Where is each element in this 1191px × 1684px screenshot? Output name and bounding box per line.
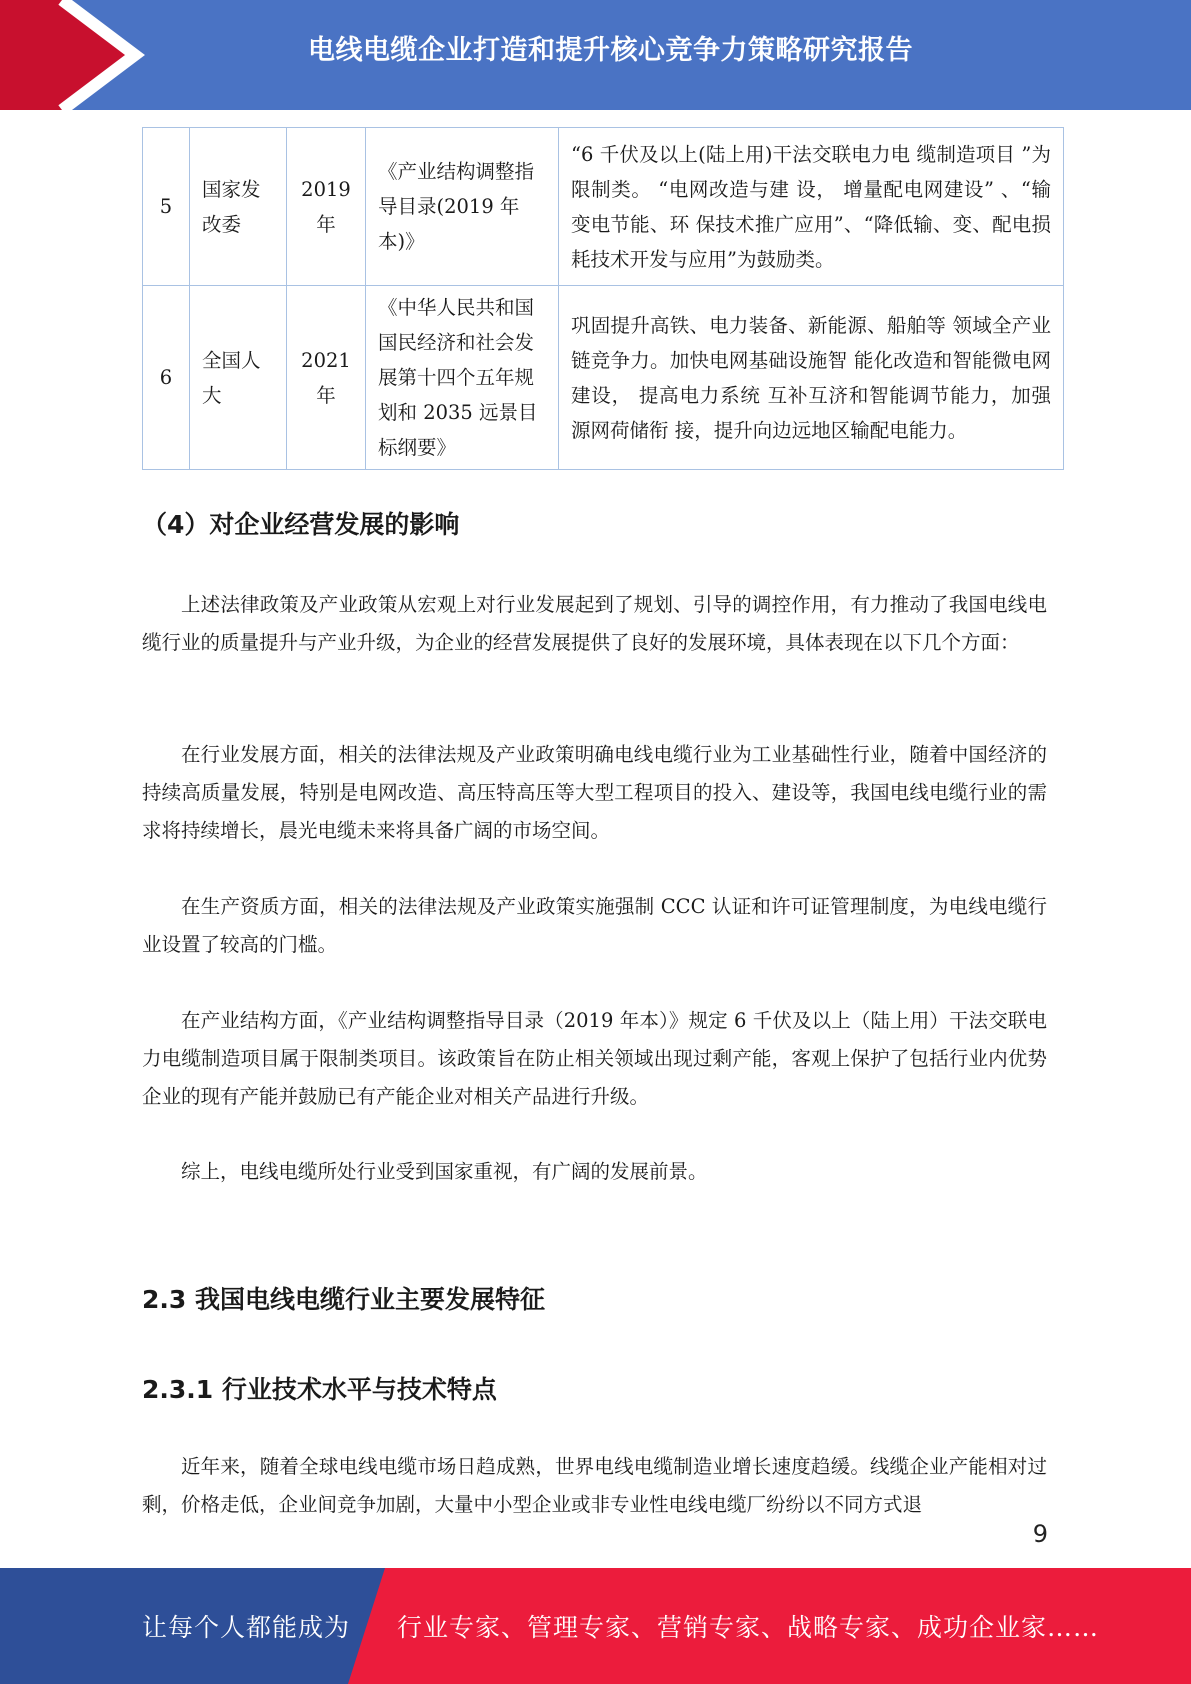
issuing-body: 全国人大 — [190, 286, 287, 470]
issuing-body: 国家发改委 — [190, 128, 287, 286]
paragraph: 在生产资质方面，相关的法律法规及产业政策实施强制 CCC 认证和许可证管理制度，为电线电缆行业设置了较高的门槛。 — [142, 895, 1047, 956]
page-header — [0, 0, 1191, 110]
row-number: 6 — [143, 286, 190, 470]
section-heading-impact: （4）对企业经营发展的影响 — [142, 510, 460, 539]
policy-document: 《产业结构调整指导目录(2019 年本)》 — [366, 128, 559, 286]
paragraph: 上述法律政策及产业政策从宏观上对行业发展起到了规划、引导的调控作用，有力推动了我国电线电缆行业的质量提升与产业升级，为企业的经营发展提供了良好的发展环境，具体表现在以下几个方面： — [142, 593, 1047, 654]
table-row — [143, 128, 1064, 286]
table-row — [143, 286, 1064, 470]
issue-year: 2019 年 — [287, 128, 366, 286]
page-number: 9 — [1032, 1520, 1048, 1548]
section-heading-2-3: 2.3 我国电线电缆行业主要发展特征 — [142, 1285, 545, 1314]
report-title: 电线电缆企业打造和提升核心竞争力策略研究报告 — [308, 35, 913, 66]
page-footer — [0, 1568, 1191, 1684]
policy-document: 《中华人民共和国国民经济和社会发展第十四个五年规划和 2035 远景目标纲要》 — [366, 286, 559, 470]
paragraph: 在产业结构方面，《产业结构调整指导目录（2019 年本）》规定 6 千伏及以上（陆上用）干法交联电力电缆制造项目属于限制类项目。该政策旨在防止相关领域出现过剩产能，客观上保护了包括行业内优势企业的现有产能并鼓励已有产能企业对相关产品进行升级。 — [142, 1009, 1047, 1108]
row-number: 5 — [143, 128, 190, 286]
policy-table — [142, 127, 1064, 470]
paragraph: 近年来，随着全球电线电缆市场日趋成熟，世界电线电缆制造业增长速度趋缓。线缆企业产能相对过剩，价格走低，企业间竞争加剧，大量中小型企业或非专业性电线电缆厂纷纷以不同方式退 — [142, 1455, 1047, 1516]
issue-year: 2021 年 — [287, 286, 366, 470]
policy-content: 巩固提升高铁、电力装备、新能源、船舶等 领域全产业链竞争力。加快电网基础设施智 能化改造和智能微电网建设， 提高电力系统 互补互济和智能调节能力，加强源网荷储衔 接，提升向边远地区输配电能力。 — [559, 286, 1064, 470]
policy-content: “6 千伏及以上(陆上用)干法交联电力电 缆制造项目 ”为限制类。 “电网改造与建 设， 增量配电网建设” 、“输变电节能、环 保技术推广应用”、“降低输、变、配电损 耗技术开发与应用”为鼓励类。 — [559, 128, 1064, 286]
footer-slogan-left: 让每个人都能成为 — [142, 1613, 351, 1642]
paragraph: 综上，电线电缆所处行业受到国家重视，有广阔的发展前景。 — [181, 1160, 708, 1183]
paragraph: 在行业发展方面，相关的法律法规及产业政策明确电线电缆行业为工业基础性行业，随着中国经济的持续高质量发展，特别是电网改造、高压特高压等大型工程项目的投入、建设等，我国电线电缆行业的需求将持续增长，晨光电缆未来将具备广阔的市场空间。 — [142, 743, 1047, 842]
section-heading-2-3-1: 2.3.1 行业技术水平与技术特点 — [142, 1375, 497, 1404]
footer-slogan-right: 行业专家、管理专家、营销专家、战略专家、成功企业家…… — [397, 1613, 1100, 1642]
